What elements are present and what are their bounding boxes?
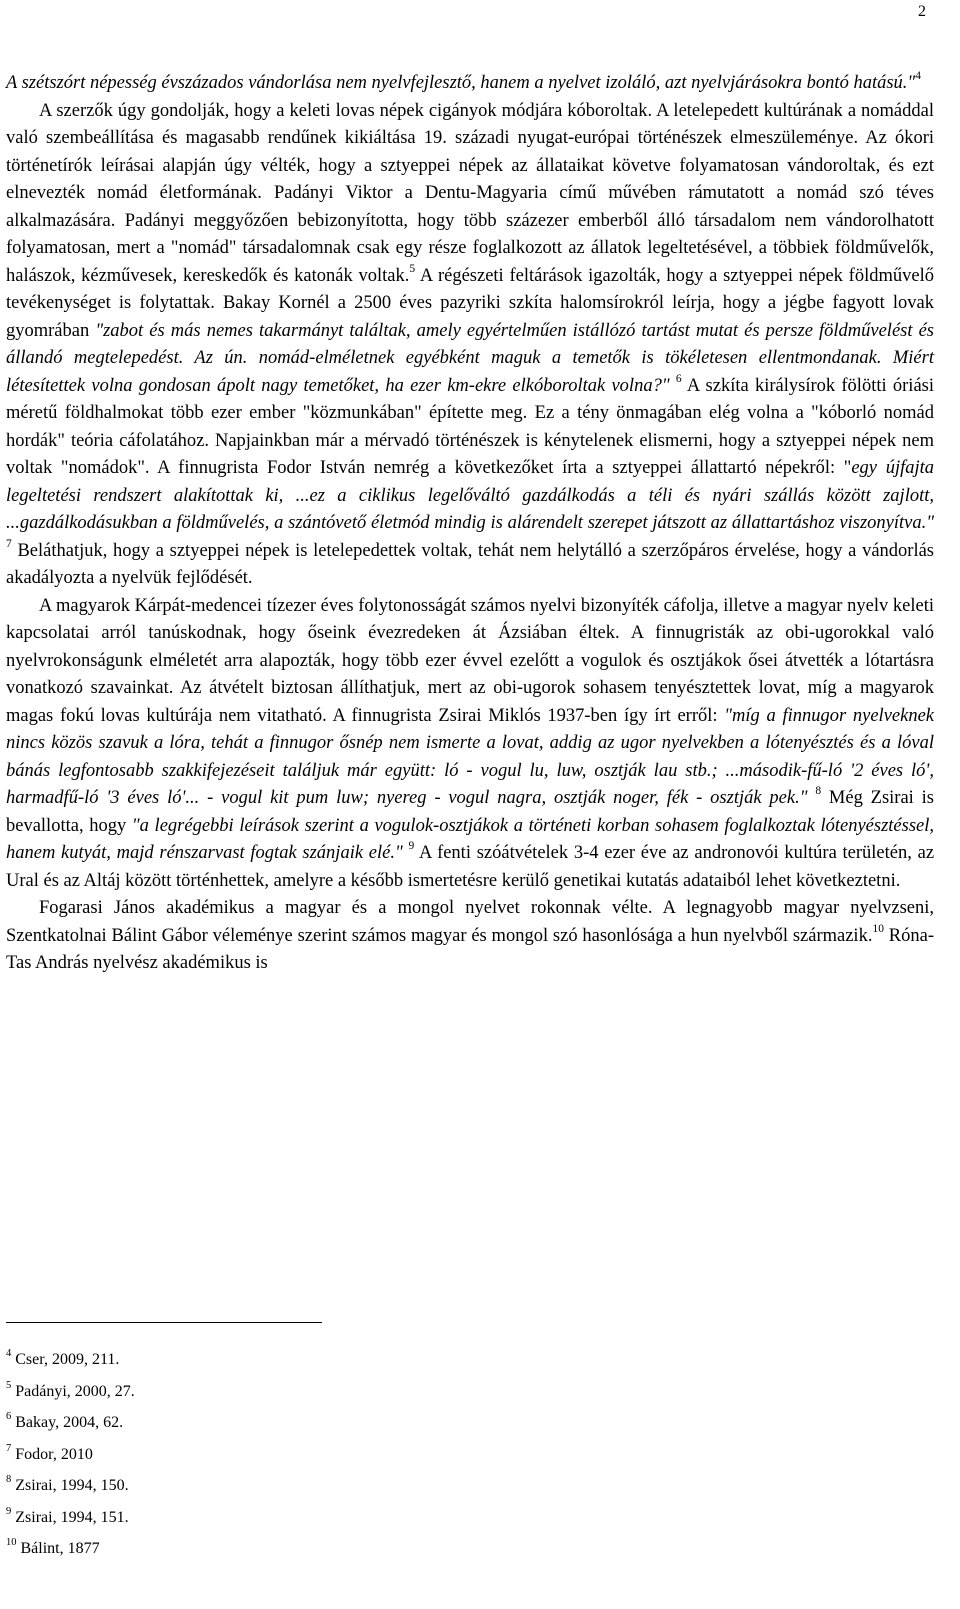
footnote-4: [6, 1344, 135, 1376]
footnote-number: 6: [6, 1411, 12, 1422]
text-run: A szerzők úgy gondolják, hogy a keleti lovas népek cigányok módjára kóboroltak. A letelepedett kultúrának a nomáddal való szembeállítása és magasabb rendűnek kikiáltása 19. századi nyugat-európai történészek elmeszüleménye. Az ókori történetírók leírásai alapján úgy vélték, hogy a sztyeppei népek az állataikat követve folyamatosan vándoroltak, és ezt elnevezték nomád életformának. Padányi Viktor a Dentu-Magyaria című művében rámutatott a nomád szó téves alkalmazására. Padányi meggyőzően bebizonyította, hogy több százezer emberből álló társadalom nem vándorolhatott folyamatosan, mert a "nomád" társadalomnak csak egy része foglalkozott az állatok legeltetésével, a többiek földművelők, halászok, kézművesek, kereskedők és katonák voltak.: [6, 100, 934, 286]
footnote-ref: 5: [409, 262, 416, 275]
footnote-number: 10: [6, 1537, 17, 1548]
paragraph-1: [6, 70, 934, 593]
footnote-text: Bálint, 1877: [20, 1540, 100, 1557]
footnote-ref: 7: [6, 537, 12, 550]
footnote-number: 9: [6, 1505, 12, 1517]
footnote-7: [6, 1439, 135, 1471]
footnote-text: Zsirai, 1994, 151.: [15, 1508, 129, 1526]
footnote-separator: [6, 1322, 322, 1323]
footnote-6: [6, 1407, 135, 1439]
footnote-number: 5: [6, 1379, 12, 1391]
footnote-number: 7: [6, 1442, 12, 1454]
footnote-text: Bakay, 2004, 62.: [15, 1414, 124, 1431]
quote-text: A szétszórt népesség évszázados vándorlása nem nyelvfejlesztő, hanem a nyelvet izoláló, azt nyelvjárásokra bontó hatású.": [6, 73, 916, 93]
paragraph-2: [6, 593, 934, 896]
text-run: A magyarok Kárpát-medencei tízezer éves folytonosságát számos nyelvi bizonyíték cáfolja, illetve a magyar nyelv keleti kapcsolatai arról tanúskodnak, hogy őseink évezredeken át Ázsiában éltek. A finnugristák az obi-ugorokkal való nyelvrokonságunk elméletét arra alapozták, hogy több ezer évvel ezelőtt a vogulok és osztjákok ősei átvették a lótartásra vonatkozó szavainkat. Az átvételt biztosan állíthatjuk, mert az obi-ugorok sohasem tenyésztettek lovat, míg a magyarok magas fokú lovas kultúrája nem vitatható. A finnugrista Zsirai Miklós 1937-ben így írt erről:: [6, 595, 934, 726]
footnote-9: [6, 1502, 135, 1534]
quote-text: "zabot és más nemes takarmányt találtak, amely egyértelműen istállózó tartást mutat és persze földművelést és állandó megtelepedést. Az ún. nomád-elméletnek egyébként maguk a temetők is tökéletesen ellentmondanak. Miért létesítettek volna gondosan ápolt nagy temetőket, ha ezer km-ekre elkóboroltak volna?": [6, 320, 935, 396]
text-run: A szkíta királysírok fölötti óriási méretű földhalmokat több ezer ember "közmunkában" építette meg. Ez a tény önmagában elég volna a "kóborló nomád hordák" teória cáfolatához. Napjainkban már a mérvadó történészek is kénytelenek elismerni, hogy a sztyeppei népek nem voltak "nomádok". A finnugrista Fodor István nemrég a következőket írta a sztyeppei állattartó népekről: ": [6, 375, 934, 478]
quote-text: "míg a finnugor nyelveknek nincs közös szavuk a lóra, tehát a finnugor ősnép nem ismerte a lovat, addig az ugor nyelvekben a lótenyésztés és a lóval bánás legfontosabb szakkifejezéseit találjuk már együtt: ló - vogul lu, luw, osztják lau stb.; ...második-fű-ló '2 éves ló', harmadfű-ló '3 éves ló'... - vogul kit pum luw; nyereg - vogul nagra, osztják noger, fék - osztják pek.": [6, 705, 935, 808]
footnote-5: [6, 1376, 135, 1408]
footnote-number: 8: [6, 1474, 12, 1485]
footnote-ref: 6: [675, 372, 682, 385]
footnote-ref: 8: [815, 785, 822, 797]
footnote-ref: 4: [915, 70, 921, 82]
text-run: Még Zsirai is bevallotta, hogy: [6, 788, 934, 836]
body-text: [6, 70, 934, 978]
page-number: 2: [918, 3, 926, 20]
text-run: Fogarasi János akadémikus a magyar és a mongol nyelvet rokonnak vélte. A legnagyobb magyar nyelvzseni, Szentkatolnai Bálint Gábor véleménye szerint számos magyar és mongol szó hasonlósága a hun nyelvből származik.: [6, 898, 934, 946]
footnote-ref: 10: [872, 922, 884, 935]
quote-text: egy újfajta legeltetési rendszert alakítottak ki, ...ez a ciklikus legelőváltó gazdálkodás a téli és nyári szállás között zajlott, ...gazdálkodásukban a földművelés, a szántóvető életmód mindig is alárendelt szerepet játszott az állattartáshoz viszonyítva.": [6, 458, 934, 533]
footnote-text: Padányi, 2000, 27.: [15, 1382, 135, 1400]
footnote-ref: 9: [408, 840, 415, 852]
footnote-text: Cser, 2009, 211.: [15, 1351, 120, 1368]
footnote-8: [6, 1470, 135, 1502]
text-run: A régészeti feltárások igazolták, hogy a sztyeppei népek földművelő tevékenységet is folytattak. Bakay Kornél a 2500 éves pazyriki szkíta halomsírokról leírja, hogy a jégbe fagyott lovak gyomrában: [6, 265, 934, 341]
text-run: Beláthatjuk, hogy a sztyeppei népek is letelepedettek voltak, tehát nem helytálló a szerzőpáros érvelése, hogy a vándorlás akadályozta a nyelvük fejlődését.: [6, 540, 935, 588]
text-run: A fenti szóátvételek 3-4 ezer éve az andronovói kultúra területén, az Ural és az Altáj között történhettek, amelyre a később ismertetésre kerülő genetikai kutatás adataiból lehet következtetni.: [6, 843, 935, 891]
footnote-number: 4: [6, 1348, 12, 1359]
paragraph-3: [6, 895, 934, 978]
footnote-text: Zsirai, 1994, 150.: [15, 1477, 129, 1494]
footnote-text: Fodor, 2010: [15, 1445, 93, 1463]
quote-text: "a legrégebbi leírások szerint a vogulok-osztjákok a történeti korban sohasem foglalkoztak lótenyésztéssel, hanem kutyát, majd rénszarvast fogtak szánjaik elé.": [6, 815, 934, 863]
footnotes: [6, 1344, 135, 1565]
text-run: Róna-Tas András nyelvész akadémikus is: [6, 925, 934, 973]
footnote-10: [6, 1533, 135, 1565]
